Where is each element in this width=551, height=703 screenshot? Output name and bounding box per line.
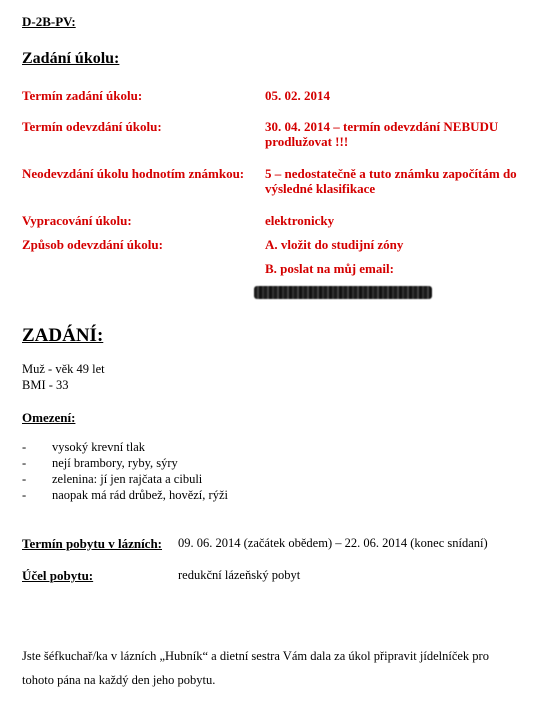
stay-value: 09. 06. 2014 (začátek obědem) – 22. 06. 2014 (konec snídaní) [178,536,488,550]
row-value-submission-a: A. vložit do studijní zóny [265,237,404,252]
patient-age: Muž - věk 49 let [22,362,105,376]
document-code: D-2B-PV: [22,14,76,29]
row-value-penalty: 5 – nedostatečně a tuto známku započítám do výsledné klasifikace [265,166,517,196]
list-item: - vysoký krevní tlak [22,439,228,455]
row-label-format: Vypracování úkolu: [22,213,132,228]
section-title-task: Zadání úkolu: [22,50,120,67]
restrictions-title: Omezení: [22,410,76,425]
assignment-title: ZADÁNÍ: [22,325,104,346]
task-text-line2: tohoto pána na každý den jeho pobytu. [22,673,216,687]
task-text-line1: Jste šéfkuchař/ka v lázních „Hubník“ a dietní sestra Vám dala za úkol připravit jídelníček pro [22,649,489,663]
stay-label: Termín pobytu v lázních: [22,536,163,551]
row-value-submission-b: B. poslat na můj email: [265,261,394,276]
restrictions-list [22,439,228,503]
row-value-due-date: 30. 04. 2014 – termín odevzdání NEBUDU prodlužovat !!! [265,119,499,149]
list-item: - nejí brambory, ryby, sýry [22,455,228,471]
row-label-penalty: Neodevzdání úkolu hodnotím známkou: [22,166,245,181]
redacted-email [254,286,432,299]
row-label-due-date: Termín odevzdání úkolu: [22,119,162,134]
purpose-value: redukční lázeňský pobyt [178,568,301,582]
list-item: - zelenina: jí jen rajčata a cibuli [22,471,228,487]
purpose-label: Účel pobytu: [22,568,94,583]
patient-bmi: BMI - 33 [22,378,69,392]
row-value-format: elektronicky [265,213,335,228]
row-label-assigned-date: Termín zadání úkolu: [22,88,143,103]
row-label-submission: Způsob odevzdání úkolu: [22,237,163,252]
list-item: - naopak má rád drůbež, hovězí, rýži [22,487,228,503]
row-value-assigned-date: 05. 02. 2014 [265,88,330,103]
